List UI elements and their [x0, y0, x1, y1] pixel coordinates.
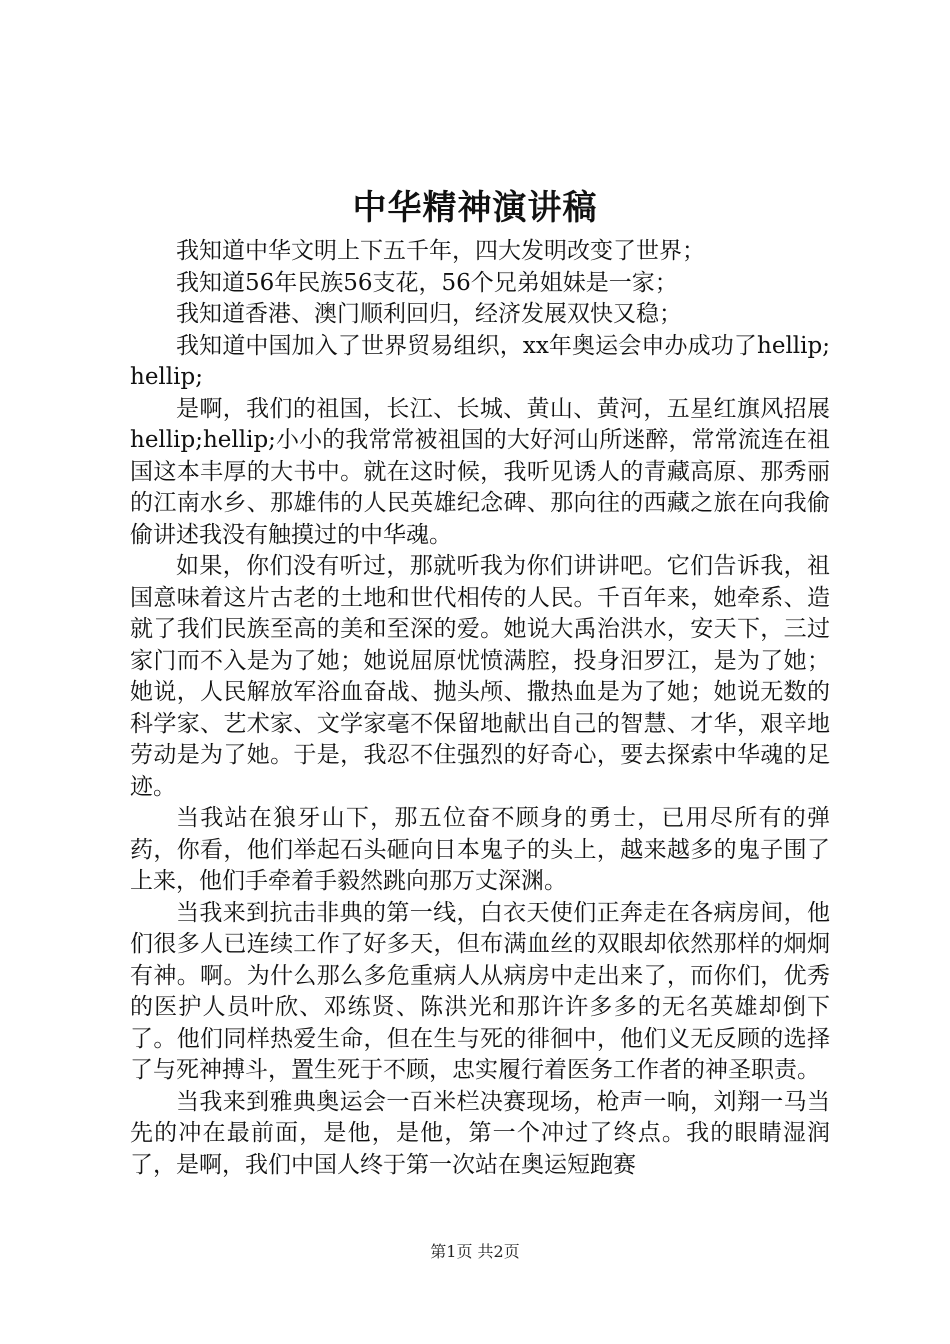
- paragraph: 我知道中华文明上下五千年，四大发明改变了世界；: [176, 238, 705, 264]
- paragraph: 当我来到抗击非典的第一线，白衣天使们正奔走在各病房间，他们很多人已连续工作了好多天，但布满血丝的双眼却依然那样的炯炯有神。啊。为什么那么多危重病人从病房中走出来了，而你们，优秀的医护人员叶欣、邓练贤、陈洪光和那许许多多的无名英雄却倒下了。他们同样热爱生命，但在生与死的徘徊中，他们义无反顾的选择了与死神搏斗，置生死于不顾，忠实履行着医务工作者的神圣职责。: [130, 899, 830, 1083]
- document-title: 中华精神演讲稿: [352, 188, 598, 228]
- paragraph: 如果，你们没有听过，那就听我为你们讲讲吧。它们告诉我，祖国意味着这片古老的土地和世代相传的人民。千百年来，她牵系、造就了我们民族至高的美和至深的爱。她说大禹治洪水，安天下，三过家门而不入是为了她；她说屈原忧愤满腔，投身汨罗江，是为了她；她说，人民解放军浴血奋战、抛头颅、撒热血是为了她；她说无数的科学家、艺术家、文学家毫不保留地献出自己的智慧、才华，艰辛地劳动是为了她。于是，我忍不住强烈的好奇心，要去探索中华魂的足迹。: [130, 553, 830, 800]
- paragraph: 我知道中国加入了世界贸易组织，xx年奥运会申办成功了hellip;hellip;: [130, 332, 830, 390]
- paragraph: 当我来到雅典奥运会一百米栏决赛现场，枪声一响，刘翔一马当先的冲在最前面，是他，是他，第一个冲过了终点。我的眼睛湿润了，是啊，我们中国人终于第一次站在奥运短跑赛: [130, 1088, 830, 1178]
- paragraph: 我知道56年民族56支花，56个兄弟姐妹是一家；: [176, 269, 678, 296]
- page-number-footer: 第1页 共2页: [430, 1242, 520, 1261]
- paragraph: 是啊，我们的祖国，长江、长城、黄山、黄河，五星红旗风招展hellip;hellip;小小的我常常被祖国的大好河山所迷醉，常常流连在祖国这本丰厚的大书中。就在这时候，我听见诱人的青藏高原、那秀丽的江南水乡、那雄伟的人民英雄纪念碑、那向往的西藏之旅在向我偷偷讲述我没有触摸过的中华魂。: [130, 395, 830, 548]
- paragraph: 当我站在狼牙山下，那五位奋不顾身的勇士，已用尽所有的弹药，你看，他们举起石头砸向日本鬼子的头上，越来越多的鬼子围了上来，他们手牵着手毅然跳向那万丈深渊。: [130, 805, 830, 894]
- paragraph: 我知道香港、澳门顺利回归，经济发展双快又稳；: [176, 301, 682, 327]
- document-body: [130, 236, 830, 1181]
